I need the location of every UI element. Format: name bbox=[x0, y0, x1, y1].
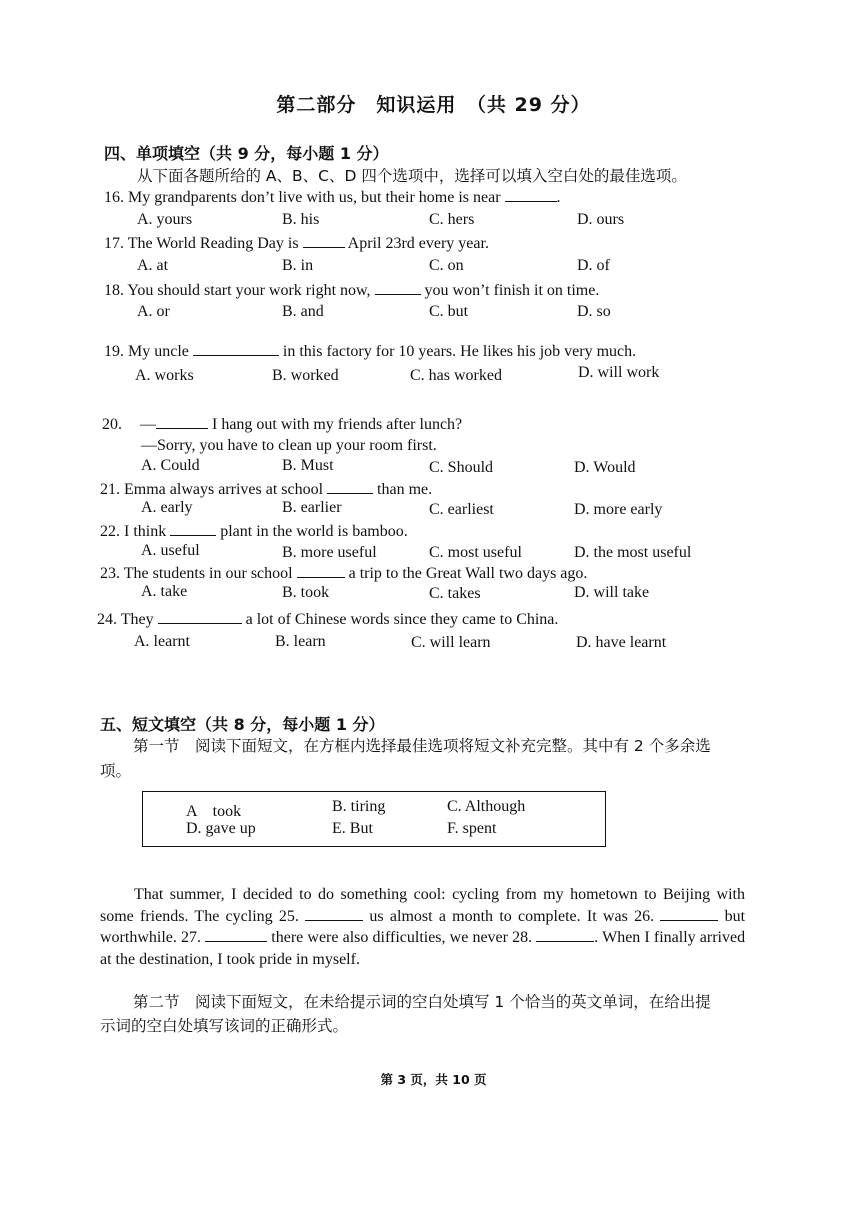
question-stem-pre: The World Reading Day is bbox=[127, 235, 299, 252]
option-b: B. took bbox=[282, 584, 330, 601]
box-option-f: F. spent bbox=[447, 820, 497, 837]
option-d: D. will take bbox=[574, 584, 650, 601]
option-c: C. earliest bbox=[429, 501, 494, 518]
option-d: D. ours bbox=[577, 211, 625, 228]
box-option-d: D. gave up bbox=[186, 820, 256, 837]
passage-text: . When I finally arrived at the destination, I took pride in myself. bbox=[100, 929, 746, 968]
option-c: C. Should bbox=[429, 459, 494, 476]
question-number: 20. bbox=[102, 416, 122, 433]
question-stem-post: than me. bbox=[377, 481, 433, 498]
question-number: 16. bbox=[104, 189, 124, 206]
section5-part1-instruction: 第一节 阅读下面短文，在方框内选择最佳选项将短文补充完整。其中有 2 个多余选 bbox=[133, 737, 711, 755]
answer-blank bbox=[375, 280, 421, 295]
option-a: A. works bbox=[135, 367, 194, 384]
option-c: C. has worked bbox=[410, 367, 502, 384]
answer-blank bbox=[327, 479, 373, 494]
question-number: 21. bbox=[100, 481, 120, 498]
option-d: D. have learnt bbox=[576, 634, 667, 651]
passage-text: but worthwhile. 27. bbox=[100, 907, 746, 946]
option-a: A. yours bbox=[137, 211, 193, 228]
option-d: D. so bbox=[577, 303, 611, 320]
option-c: C. hers bbox=[429, 211, 475, 228]
box-option-c: C. Although bbox=[447, 798, 526, 815]
question-stem-post: plant in the world is bamboo. bbox=[220, 523, 408, 540]
question-number: 17. bbox=[104, 235, 124, 252]
question-stem-post: in this factory for 10 years. He likes his job very much. bbox=[282, 343, 637, 360]
option-d: D. Would bbox=[574, 459, 636, 476]
question-stem-pre: The students in our school bbox=[123, 565, 293, 582]
question-stem-pre: My grandparents don’t live with us, but their home is near bbox=[128, 189, 501, 206]
option-c: C. will learn bbox=[411, 634, 491, 651]
option-b: B. worked bbox=[272, 367, 339, 384]
box-option-a: A took bbox=[186, 803, 242, 820]
question-24 bbox=[97, 609, 558, 629]
option-b: B. learn bbox=[275, 633, 326, 650]
passage bbox=[100, 884, 745, 970]
question-stem-post: a trip to the Great Wall two days ago. bbox=[348, 565, 588, 582]
option-a: A. useful bbox=[141, 542, 200, 559]
question-number: 23. bbox=[100, 565, 120, 582]
answer-blank bbox=[158, 609, 242, 624]
dialogue-dash: — bbox=[140, 416, 156, 433]
question-stem-post: you won’t finish it on time. bbox=[424, 282, 600, 299]
question-number: 24. bbox=[97, 611, 117, 628]
section5-part2-instruction-cont: 示词的空白处填写该词的正确形式。 bbox=[100, 1017, 349, 1035]
passage-text: us almost a month to complete. It was 26. bbox=[369, 907, 655, 925]
question-stem-pre: Emma always arrives at school bbox=[124, 481, 324, 498]
question-21 bbox=[100, 479, 432, 499]
option-a: A. or bbox=[137, 303, 170, 320]
question-stem-post: . bbox=[556, 189, 561, 206]
answer-blank bbox=[156, 414, 208, 429]
option-b: B. and bbox=[282, 303, 324, 320]
option-a: A. at bbox=[137, 257, 169, 274]
option-c: C. most useful bbox=[429, 544, 522, 561]
section4-instruction: 从下面各题所给的 A、B、C、D 四个选项中，选择可以填入空白处的最佳选项。 bbox=[137, 167, 687, 185]
question-number: 22. bbox=[100, 523, 120, 540]
passage-text: there were also difficulties, we never 28. bbox=[271, 929, 533, 946]
option-c: C. takes bbox=[429, 585, 481, 602]
page-footer: 第 3 页，共 10 页 bbox=[380, 1072, 487, 1087]
option-d: D. of bbox=[577, 257, 610, 274]
section5-heading: 五、短文填空（共 8 分，每小题 1 分） bbox=[100, 715, 385, 734]
question-19 bbox=[104, 341, 636, 361]
answer-blank bbox=[170, 521, 216, 536]
box-option-e: E. But bbox=[332, 820, 373, 837]
question-20 bbox=[102, 414, 462, 434]
dialogue-reply: —Sorry, you have to clean up your room first. bbox=[141, 437, 437, 454]
section5-part2-instruction: 第二节 阅读下面短文，在未给提示词的空白处填写 1 个恰当的英文单词，在给出提 bbox=[133, 993, 711, 1011]
blank-27 bbox=[205, 927, 267, 942]
question-22 bbox=[100, 521, 408, 541]
option-b: B. earlier bbox=[282, 499, 342, 516]
option-b: B. Must bbox=[282, 457, 334, 474]
blank-26 bbox=[660, 906, 718, 921]
answer-blank bbox=[193, 341, 279, 356]
option-d: D. the most useful bbox=[574, 544, 692, 561]
question-16 bbox=[104, 187, 561, 207]
option-a: A. take bbox=[141, 583, 188, 600]
answer-blank bbox=[297, 563, 345, 578]
question-stem-pre: My uncle bbox=[128, 343, 189, 360]
option-d: D. will work bbox=[578, 364, 660, 381]
answer-blank bbox=[505, 187, 557, 202]
question-stem-post: April 23rd every year. bbox=[347, 235, 489, 252]
passage-text: That summer, I decided to do something cool: cycling from my hometown to Beijing with some friends. The cycling 25. bbox=[100, 886, 745, 925]
option-b: B. more useful bbox=[282, 544, 377, 561]
option-d: D. more early bbox=[574, 501, 663, 518]
page-title: 第二部分 知识运用 （共 29 分） bbox=[276, 94, 591, 116]
option-a: A. Could bbox=[141, 457, 200, 474]
question-stem-pre: You should start your work right now, bbox=[127, 282, 371, 299]
option-b: B. in bbox=[282, 257, 314, 274]
answer-blank bbox=[303, 233, 345, 248]
question-number: 19. bbox=[104, 343, 124, 360]
option-b: B. his bbox=[282, 211, 320, 228]
option-a: A. learnt bbox=[134, 633, 190, 650]
question-number: 18. bbox=[104, 282, 124, 299]
option-c: C. but bbox=[429, 303, 469, 320]
question-stem-pre: They bbox=[120, 611, 154, 628]
question-stem-post: I hang out with my friends after lunch? bbox=[212, 416, 463, 433]
blank-25 bbox=[305, 906, 363, 921]
section5-part1-instruction-cont: 项。 bbox=[100, 762, 132, 780]
option-c: C. on bbox=[429, 257, 464, 274]
option-a: A. early bbox=[141, 499, 193, 516]
question-17 bbox=[104, 233, 489, 253]
question-18 bbox=[104, 280, 599, 300]
question-stem-pre: I think bbox=[124, 523, 167, 540]
blank-28 bbox=[536, 927, 594, 942]
box-option-b: B. tiring bbox=[332, 798, 386, 815]
section4-heading: 四、单项填空（共 9 分，每小题 1 分） bbox=[104, 144, 389, 163]
question-23 bbox=[100, 563, 587, 583]
question-stem-post: a lot of Chinese words since they came to China. bbox=[245, 611, 559, 628]
